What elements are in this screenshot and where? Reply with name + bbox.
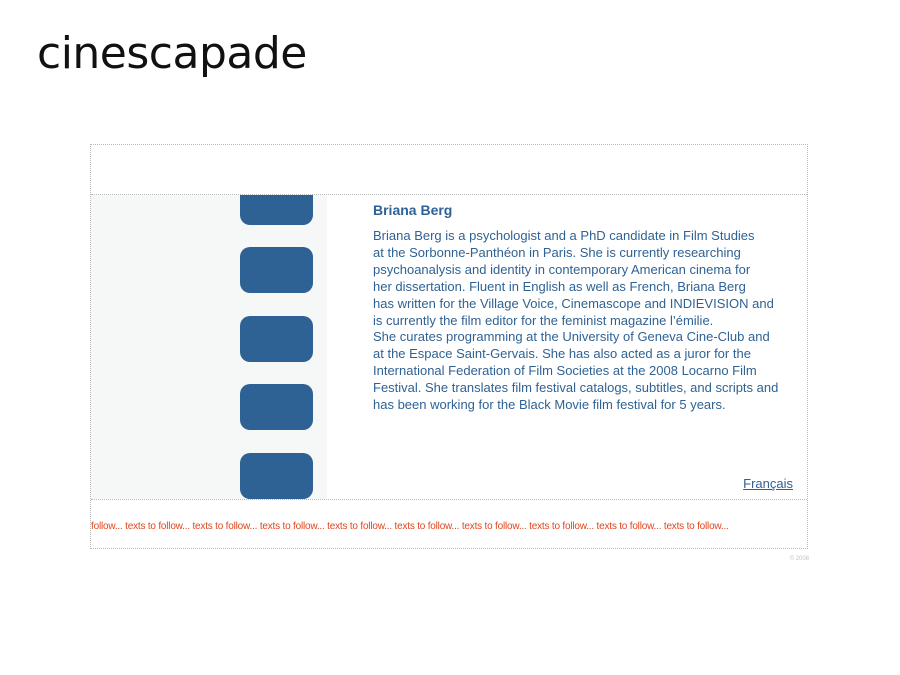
filmstrip — [91, 195, 327, 500]
header-band — [91, 145, 807, 195]
film-perforation-icon — [240, 384, 313, 430]
bio-name: Briana Berg — [373, 202, 453, 218]
film-perforation-icon — [240, 247, 313, 293]
bio-line: has written for the Village Voice, Cinemascope and INDIEVISION and — [373, 295, 774, 311]
bio-line: her dissertation. Fluent in English as well as French, Briana Berg — [373, 278, 746, 294]
bio-line: psychoanalysis and identity in contemporary American cinema for — [373, 261, 751, 277]
film-perforation-icon — [240, 316, 313, 362]
bio-line: International Federation of Film Societies at the 2008 Locarno Film — [373, 363, 757, 379]
content-frame — [90, 144, 808, 549]
ticker-band — [91, 500, 807, 548]
bio-line: at the Espace Saint-Gervais. She has also acted as a juror for the — [373, 346, 751, 362]
bio-line: has been working for the Black Movie film festival for 5 years. — [373, 397, 726, 413]
film-perforation-icon — [240, 195, 313, 225]
bio-block — [373, 201, 793, 414]
bio-line: at the Sorbonne-Panthéon in Paris. She is currently researching — [373, 244, 741, 260]
site-logo[interactable]: cinescapade — [37, 28, 307, 79]
copyright: © 2008 — [789, 556, 809, 562]
bio-section — [91, 195, 807, 500]
bio-line: is currently the film editor for the feminist magazine l’émilie. — [373, 312, 714, 328]
bio-line: She curates programming at the University of Geneva Cine-Club and — [373, 329, 770, 345]
film-perforation-icon — [240, 453, 313, 499]
ticker-text: follow... texts to follow... texts to follow... texts to follow... texts to follow... texts to follow... texts to follow... texts to follow... texts to follow... texts to follow... — [91, 521, 729, 532]
bio-line: Festival. She translates film festival catalogs, subtitles, and scripts and — [373, 380, 779, 396]
bio-line: Briana Berg is a psychologist and a PhD candidate in Film Studies — [373, 228, 755, 243]
language-link-francais[interactable]: Français — [743, 476, 793, 491]
bio-text — [373, 228, 793, 414]
